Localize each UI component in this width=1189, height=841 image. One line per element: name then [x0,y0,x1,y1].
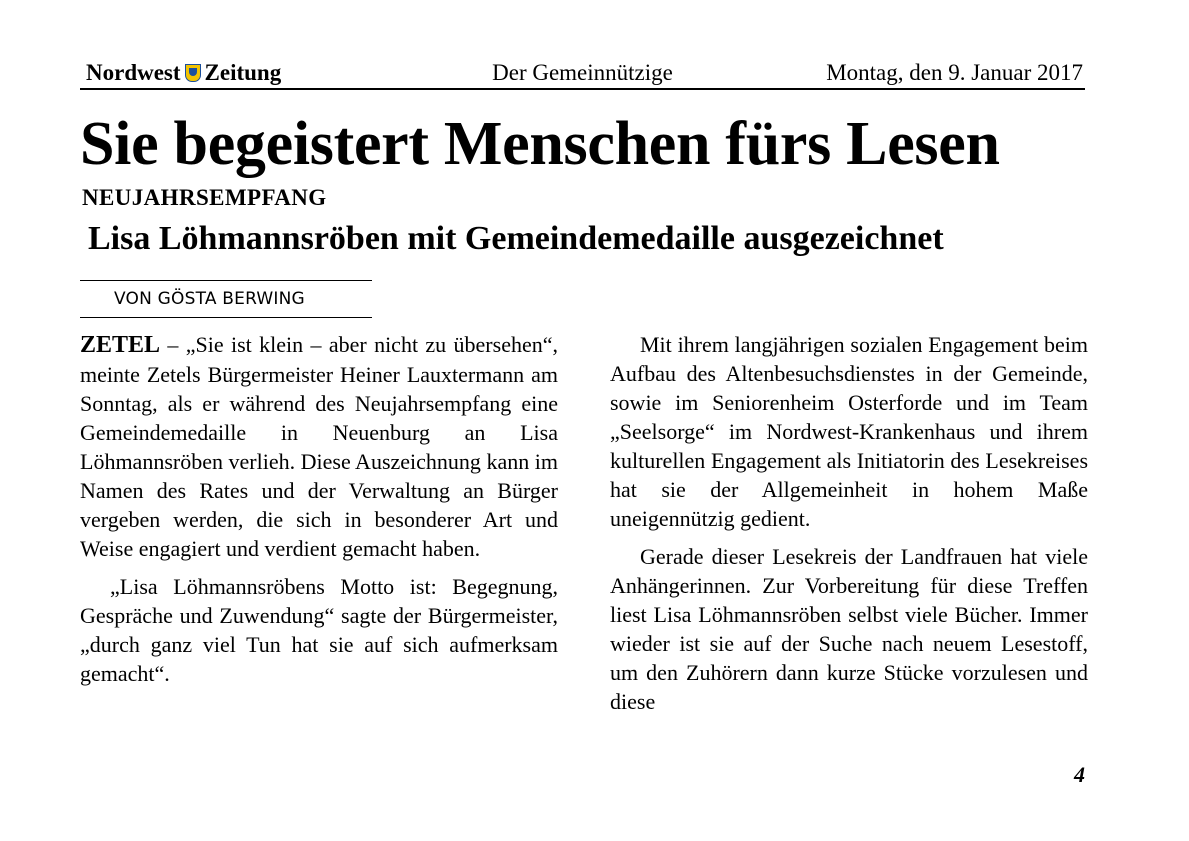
issue-date: Montag, den 9. Januar 2017 [826,60,1083,85]
article-column-2 [610,330,1088,725]
byline [80,280,372,318]
paragraph: Mit ihrem langjährigen sozialen Engagement beim Aufbau des Altenbesuchsdienstes in der Gemeinde, sowie im Seniorenheim Osterforde und im Team „Seelsorge“ im Nordwest-Krankenhaus und ihrem kulturellen Engagement als Initiatorin des Lesekreises hat sie der Allgemeinheit in hohem Maße uneigennützig gedient. [610,332,1088,531]
article-column-1 [80,330,558,697]
dateline: ZETEL [80,332,161,358]
paragraph: „Lisa Löhmannsröbens Motto ist: Begegnung, Gespräche und Zuwendung“ sagte der Bürgermeister, „durch ganz viel Tun hat sie auf sich aufmerksam gemacht“. [80,574,558,686]
article-kicker: NEUJAHRSEMPFANG [82,185,327,210]
masthead [80,58,1085,90]
paragraph: Gerade dieser Lesekreis der Landfrauen hat viele Anhängerinnen. Zur Vorbereitung für diese Treffen liest Lisa Löhmannsröben selbst viele Bücher. Immer wieder ist sie auf der Suche nach neuem Lesestoff, um den Zuhörern dann kurze Stücke vorzulesen und diese [610,544,1088,714]
paragraph-text: – „Sie ist klein – aber nicht zu übersehen“, meinte Zetels Bürgermeister Heiner Lauxtermann am Sonntag, als er während des Neujahrsempfang eine Gemeindemedaille in Neuenburg an Lisa Löhmannsröben verlieh. Diese Auszeichnung kann im Namen des Rates und der Verwaltung an Bürger vergeben werden, die sich in besonderer Art und Weise engagiert und verdient gemacht haben. [80,332,558,561]
byline-text: VON GÖSTA BERWING [114,289,305,309]
edition-name: Der Gemeinnützige [492,60,673,85]
page-number: 4 [1074,762,1085,787]
paper-name-part1: Nordwest [86,60,181,85]
article-headline: Sie begeistert Menschen fürs Lesen [80,110,1000,178]
paper-name-part2: Zeitung [204,60,282,85]
article-subheadline: Lisa Löhmannsröben mit Gemeindemedaille ausgezeichnet [88,220,944,257]
paragraph [80,330,558,563]
